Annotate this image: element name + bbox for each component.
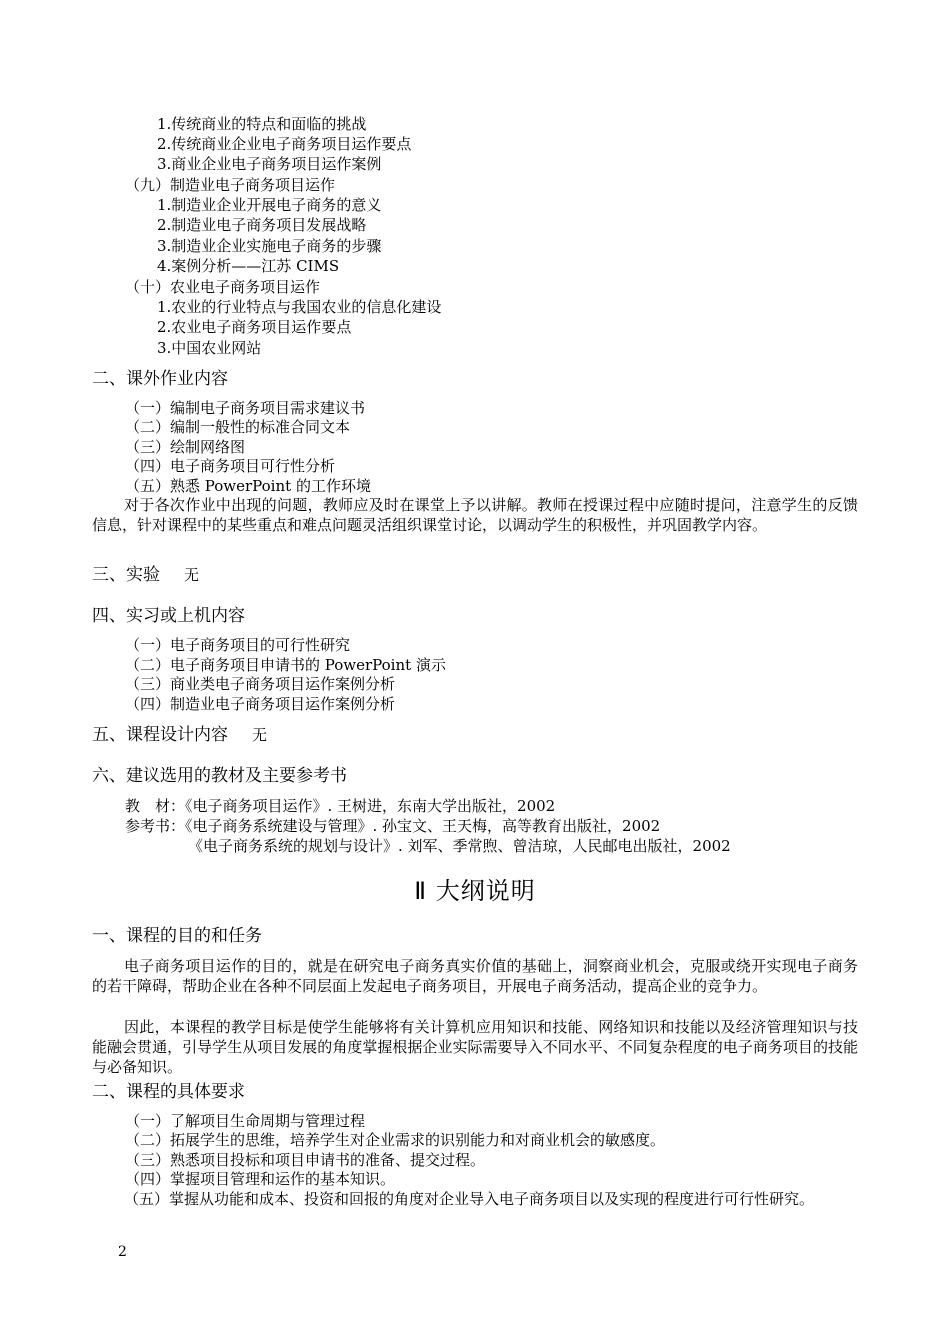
list-item: （一）编制电子商务项目需求建议书 <box>125 399 366 417</box>
section-heading: 二、课外作业内容 <box>92 369 228 389</box>
paragraph: 电子商务项目运作的目的，就是在研究电子商务真实价值的基础上，洞察商业机会，克服或绕开实现电子商务的若干障碍，帮助企业在各种不同层面上发起电子商务项目，开展电子商务活动，提高企业的竞争力。 <box>92 957 858 995</box>
list-item: 1.制造业企业开展电子商务的意义 <box>157 196 382 214</box>
list-item: 3.中国农业网站 <box>157 339 262 357</box>
list-item: 4.案例分析——江苏 CIMS <box>157 257 340 275</box>
section-title: 五、课程设计内容 <box>92 725 228 745</box>
list-item: 3.商业企业电子商务项目运作案例 <box>157 155 382 173</box>
list-item: （三）熟悉项目投标和项目申请书的准备、提交过程。 <box>125 1151 486 1169</box>
reference-entry: 《电子商务系统的规划与设计》. 刘军、季常煦、曾洁琼，人民邮电出版社，2002 <box>188 837 731 855</box>
list-item: 3.制造业企业实施电子商务的步骤 <box>157 237 382 255</box>
list-item: （三）商业类电子商务项目运作案例分析 <box>125 675 396 693</box>
list-item: （一）电子商务项目的可行性研究 <box>125 636 351 654</box>
textbook-line <box>125 796 555 816</box>
list-item: （四）掌握项目管理和运作的基本知识。 <box>125 1170 396 1188</box>
part-title: Ⅱ 大纲说明 <box>414 877 536 905</box>
section-heading <box>92 724 267 746</box>
section-title: 三、实验 <box>92 565 160 585</box>
list-item: （二）电子商务项目申请书的 PowerPoint 演示 <box>125 656 446 674</box>
reference-label: 参考书： <box>125 817 186 835</box>
reference-line <box>125 816 660 836</box>
section-heading <box>92 564 199 586</box>
reference-entry: 《电子商务系统建设与管理》. 孙宝文、王天梅，高等教育出版社，2002 <box>185 817 661 835</box>
section-value: 无 <box>252 726 268 744</box>
section-heading: 二、课程的具体要求 <box>92 1082 245 1102</box>
list-item: （五）熟悉 PowerPoint 的工作环境 <box>125 477 371 495</box>
section-heading: 四、实习或上机内容 <box>92 606 245 626</box>
paragraph: 对于各次作业中出现的问题，教师应及时在课堂上予以讲解。教师在授课过程中应随时提问，注意学生的反馈信息，针对课程中的某些重点和难点问题灵活组织课堂讨论，以调动学生的积极性，并巩固教学内容。 <box>92 496 858 534</box>
list-item: 2.传统商业企业电子商务项目运作要点 <box>157 135 412 153</box>
textbook-label: 教 材： <box>125 797 186 815</box>
section-heading: 一、课程的目的和任务 <box>92 926 262 946</box>
paragraph: 因此，本课程的教学目标是使学生能够将有关计算机应用知识和技能、网络知识和技能以及经济管理知识与技能融会贯通，引导学生从项目发展的角度掌握根据企业实际需要导入不同水平、不同复杂程度的电子商务项目的技能与必备知识。 <box>92 1018 858 1076</box>
list-item: 1.传统商业的特点和面临的挑战 <box>157 115 367 133</box>
page-number: 2 <box>118 1244 127 1260</box>
list-item: 2.制造业电子商务项目发展战略 <box>157 216 367 234</box>
list-item: （一）了解项目生命周期与管理过程 <box>125 1112 366 1130</box>
section-value: 无 <box>184 566 200 584</box>
list-item: （二）编制一般性的标准合同文本 <box>125 418 351 436</box>
list-item: （五）掌握从功能和成本、投资和回报的角度对企业导入电子商务项目以及实现的程度进行可行性研究。 <box>124 1190 815 1208</box>
list-item: （三）绘制网络图 <box>125 438 246 456</box>
list-item: （四）制造业电子商务项目运作案例分析 <box>125 695 396 713</box>
subsection-heading: （九）制造业电子商务项目运作 <box>125 176 336 194</box>
list-item: （二）拓展学生的思维，培养学生对企业需求的识别能力和对商业机会的敏感度。 <box>125 1131 666 1149</box>
textbook-entry: 《电子商务项目运作》. 王树进，东南大学出版社，2002 <box>185 797 556 815</box>
list-item: 1.农业的行业特点与我国农业的信息化建设 <box>157 298 442 316</box>
list-item: （四）电子商务项目可行性分析 <box>125 457 336 475</box>
section-heading: 六、建议选用的教材及主要参考书 <box>92 766 347 786</box>
subsection-heading: （十）农业电子商务项目运作 <box>125 278 321 296</box>
list-item: 2.农业电子商务项目运作要点 <box>157 318 352 336</box>
